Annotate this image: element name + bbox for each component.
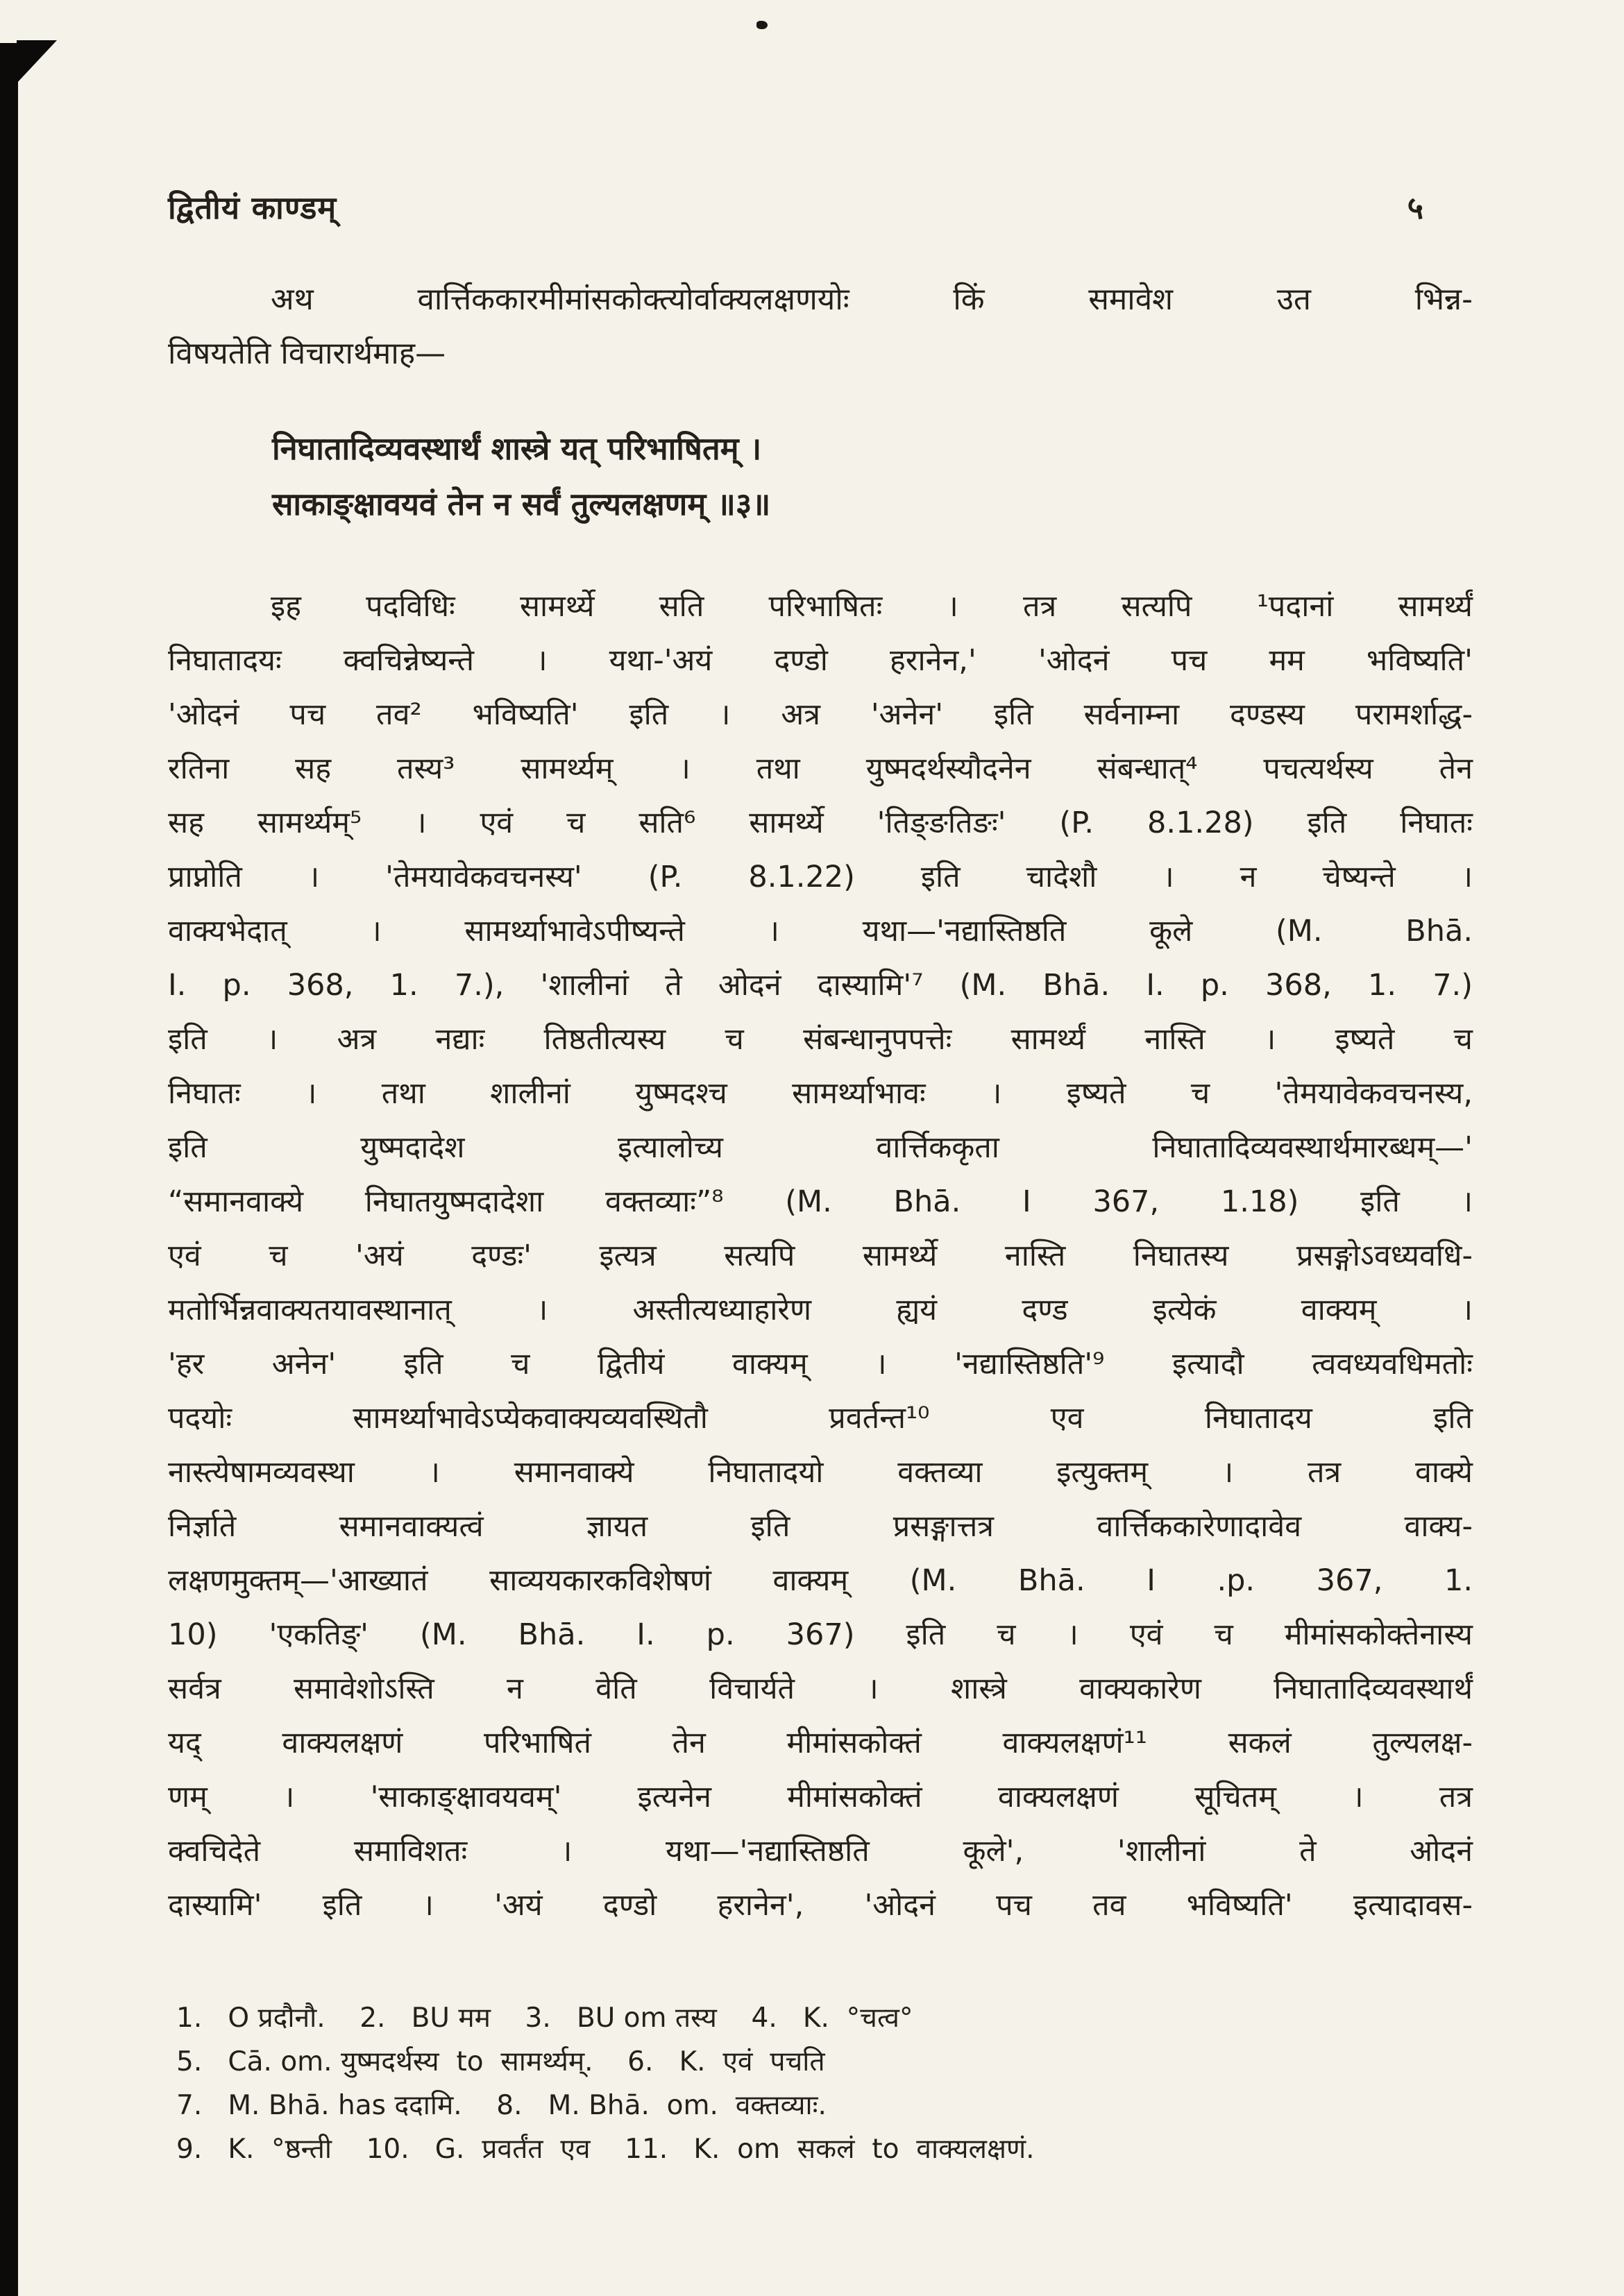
text-line: निर्ज्ञाते समानवाक्यत्वं ज्ञायत इति प्रसङ्गात्तत्र वार्त्तिककारेणादावेव वाक्य- [168,1509,1473,1544]
text-line: नास्त्येषामव्यवस्था । समानवाक्ये निघातादयो वक्तव्या इत्युक्तम् । तत्र वाक्ये [168,1455,1473,1490]
page-number: ५ [1407,189,1424,226]
body-paragraph [168,579,1473,1932]
chapter-title: द्वितीयं काण्डम् [168,189,337,226]
text-line: “समानवाक्ये निघातयुष्मदादेशा वक्तव्याः”⁸ (M. Bhā. I 367, 1.18) इति । [168,1184,1473,1219]
text-line: णम् । 'साकाङ्क्षावयवम्' इत्यनेन मीमांसकोक्तं वाक्यलक्षणं सूचितम् । तत्र [168,1780,1473,1814]
text-line: मतोर्भिन्नवाक्यतयावस्थानात् । अस्तीत्यध्याहारेण ह्ययं दण्ड इत्येकं वाक्यम् । [168,1293,1473,1327]
text-line: इति युष्मदादेश इत्यालोच्य वार्त्तिककृता निघातादिव्यवस्थार्थमारब्धम्—' [168,1130,1473,1165]
page-header [168,186,1473,228]
page-content [168,186,1473,2171]
text-line: निघातादिव्यवस्थार्थं शास्त्रे यत् परिभाषितम् । [272,430,762,467]
text-line: 5. Cā. om. युष्मदर्थस्य to सामर्थ्यम्. 6. K. एवं पचति [176,2046,825,2077]
text-line: इह पदविधिः सामर्थ्ये सति परिभाषितः । तत्र सत्यपि ¹पदानां सामर्थ्यं [271,589,1473,624]
scan-artifact-speck [756,21,768,29]
text-line: 'ओदनं पच तव² भविष्यति' इति । अत्र 'अनेन' इति सर्वनाम्ना दण्डस्य परामर्शाद्ध- [168,697,1473,732]
scan-artifact-left-bar [0,43,18,2296]
text-line: वाक्यभेदात् । सामर्थ्याभावेऽपीष्यन्ते । यथा—'नद्यास्तिष्ठति कूले (M. Bhā. [168,914,1473,949]
text-line: क्वचिदेते समाविशतः । यथा—'नद्यास्तिष्ठति कूले', 'शालीनां ते ओदनं [168,1834,1473,1869]
text-line: इति । अत्र नद्याः तिष्ठतीत्यस्य च संबन्धानुपपत्तेः सामर्थ्यं नास्ति । इष्यते च [168,1022,1473,1057]
text-line: लक्षणमुक्तम्—'आख्यातं साव्ययकारकविशेषणं वाक्यम् (M. Bhā. I .p. 367, 1. [168,1563,1473,1598]
text-line: 9. K. °ष्ठन्ती 10. G. प्रवर्तंत एव 11. K. om सकलं to वाक्यलक्षणं. [176,2134,1035,2165]
text-line: प्राप्नोति । 'तेमयावेकवचनस्य' (P. 8.1.22) इति चादेशौ । न चेष्यन्ते । [168,860,1473,894]
intro-paragraph [168,273,1473,381]
text-line: 10) 'एकतिङ्' (M. Bhā. I. p. 367) इति च । एवं च मीमांसकोक्तेनास्य [168,1617,1473,1652]
text-line: रतिना सह तस्य³ सामर्थ्यम् । तथा युष्मदर्थस्यौदनेन संबन्धात्⁴ पचत्यर्थस्य तेन [168,751,1473,786]
text-line: 'हर अनेन' इति च द्वितीयं वाक्यम् । 'नद्यास्तिष्ठति'⁹ इत्यादौ त्ववध्यवधिमतोः [168,1347,1473,1381]
text-line: एवं च 'अयं दण्डः' इत्यत्र सत्यपि सामर्थ्ये नास्ति निघातस्य प्रसङ्गोऽवध्यवधि- [168,1239,1473,1273]
text-line: निघातः । तथा शालीनां युष्मदश्च सामर्थ्याभावः । इष्यते च 'तेमयावेकवचनस्य, [168,1076,1473,1111]
text-line: दास्यामि' इति । 'अयं दण्डो हरानेन', 'ओदनं पच तव भविष्यति' इत्यादावस- [168,1888,1473,1923]
verse-block [272,421,1473,532]
text-line: पदयोः सामर्थ्याभावेऽप्येकवाक्यव्यवस्थितौ प्रवर्तन्त¹⁰ एव निघातादय इति [168,1401,1473,1436]
footnotes [168,1996,1473,2171]
text-line: सह सामर्थ्यम्⁵ । एवं च सति⁶ सामर्थ्ये 'तिङ्ङतिङः' (P. 8.1.28) इति निघातः [168,806,1473,840]
text-line: अथ वार्त्तिककारमीमांसकोक्त्योर्वाक्यलक्षणयोः किं समावेश उत भिन्न- [271,282,1473,317]
text-line: 7. M. Bhā. has ददामि. 8. M. Bhā. om. वक्तव्याः. [176,2090,827,2121]
scan-artifact-corner-mark [17,40,57,83]
text-line: I. p. 368, 1. 7.), 'शालीनां ते ओदनं दास्यामि'⁷ (M. Bhā. I. p. 368, 1. 7.) [168,968,1473,1003]
text-line: यद् वाक्यलक्षणं परिभाषितं तेन मीमांसकोक्तं वाक्यलक्षणं¹¹ सकलं तुल्यलक्ष- [168,1726,1473,1760]
text-line: 1. O प्रदौनौ. 2. BU मम 3. BU om तस्य 4. K. °चत्व° [176,2002,913,2034]
text-line: सर्वत्र समावेशोऽस्ति न वेति विचार्यते । शास्त्रे वाक्यकारेण निघातादिव्यवस्थार्थं [168,1672,1473,1706]
text-line: निघातादयः क्वचिन्नेष्यन्ते । यथा-'अयं दण्डो हरानेन,' 'ओदनं पच मम भविष्यति' [168,643,1473,678]
text-line: साकाङ्क्षावयवं तेन न सर्वं तुल्यलक्षणम् ॥३॥ [272,486,771,522]
text-line: विषयतेति विचारार्थमाह— [168,336,446,371]
